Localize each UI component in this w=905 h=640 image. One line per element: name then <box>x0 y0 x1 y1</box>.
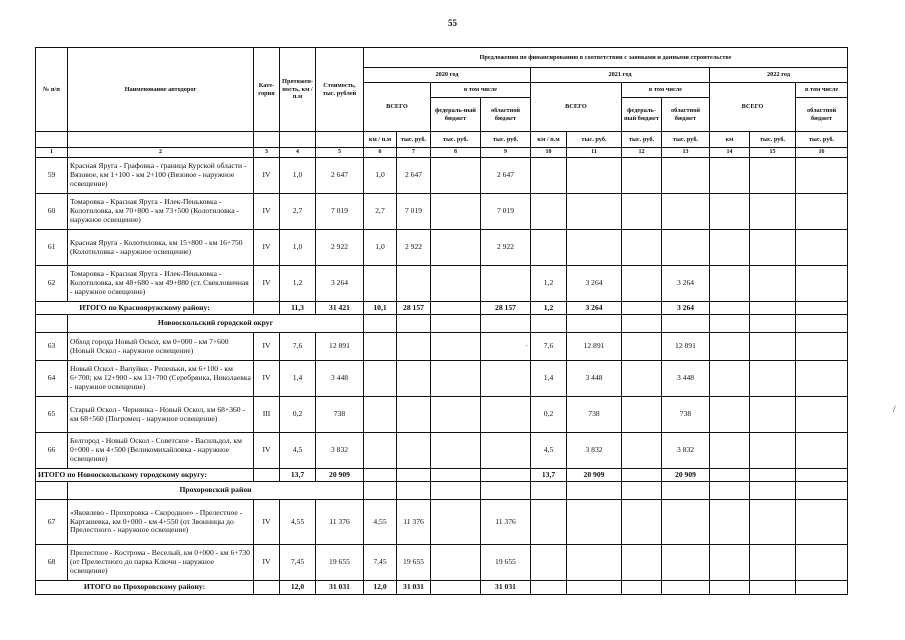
cell: 7 019 <box>397 194 431 230</box>
cell <box>796 433 848 469</box>
cell <box>662 500 710 545</box>
column-number: 4 <box>280 148 316 158</box>
road-name: Белгород - Новый Оскол - Советское - Васильдол, км 0+000 - км 4+500 (Великомихайловка - наружное освещение) <box>68 433 254 469</box>
cell <box>662 194 710 230</box>
col-length-header: Протяжен-ность, км / п.м <box>280 48 316 132</box>
cell <box>397 333 431 361</box>
cell <box>622 333 662 361</box>
cell <box>397 469 431 482</box>
total-length: 13,7 <box>280 469 316 482</box>
length: 0,2 <box>280 397 316 433</box>
total-length: 11,3 <box>280 302 316 315</box>
cell <box>750 302 796 315</box>
year-2020-header: 2020 год <box>364 68 531 83</box>
cell: 31 031 <box>397 581 431 595</box>
cell <box>531 581 567 595</box>
section-row <box>36 315 848 333</box>
road-name: Томаровка - Красная Яруга - Илек-Пеньковка - Колотиловка, км 70+800 - км 73+500 (Колотиловка - наружное освещение) <box>68 194 254 230</box>
cell: 3 264 <box>662 302 710 315</box>
column-number: 14 <box>710 148 750 158</box>
length: 1,4 <box>280 361 316 397</box>
cell <box>622 469 662 482</box>
cell: 13,7 <box>531 469 567 482</box>
cell <box>750 230 796 266</box>
cost: 19 655 <box>316 545 364 581</box>
cell <box>796 361 848 397</box>
section-title: Прохоровский район <box>68 482 364 500</box>
cell <box>710 333 750 361</box>
cell: 19 655 <box>397 545 431 581</box>
road-name: Обход города Новый Оскол, км 0+000 - км 7+600 (Новый Оскол - наружное освещение) <box>68 333 254 361</box>
cell: 11 376 <box>397 500 431 545</box>
cell: 7 019 <box>481 194 531 230</box>
unit-header: тыс. руб. <box>431 132 481 148</box>
column-number: 8 <box>431 148 481 158</box>
cell: 28 157 <box>481 302 531 315</box>
cell <box>431 469 481 482</box>
cell <box>796 194 848 230</box>
road-name: Новый Оскол - Вапуйки - Репеньки, км 6+100 - км 6+700; км 12+900 - км 13+700 (Серебрянка, Николаевка - наружное освещение) <box>68 361 254 397</box>
cell <box>750 397 796 433</box>
cell <box>750 581 796 595</box>
column-number: 3 <box>254 148 280 158</box>
cell <box>796 333 848 361</box>
cell <box>364 333 397 361</box>
cell: 19 655 <box>481 545 531 581</box>
cost: 2 647 <box>316 158 364 194</box>
cell <box>431 302 481 315</box>
cell: 10,1 <box>364 302 397 315</box>
col-cost-header: Стоимость, тыс. рублей <box>316 48 364 132</box>
row-number: 61 <box>36 230 68 266</box>
table-row <box>36 361 848 397</box>
cell: 1,2 <box>531 302 567 315</box>
cell: 12 891 <box>662 333 710 361</box>
table-row <box>36 433 848 469</box>
cell <box>622 266 662 302</box>
total-row <box>36 581 848 595</box>
cell: 0,2 <box>531 397 567 433</box>
total-cost: 31 031 <box>316 581 364 595</box>
cost: 2 922 <box>316 230 364 266</box>
cell <box>796 230 848 266</box>
cell: 12,0 <box>364 581 397 595</box>
cell <box>710 469 750 482</box>
cell <box>567 581 622 595</box>
regional-2021-header: областной бюджет <box>662 98 710 132</box>
incl-2021-header: в том числе <box>622 83 710 98</box>
cell: 2 922 <box>481 230 531 266</box>
table-row <box>36 397 848 433</box>
column-number: 10 <box>531 148 567 158</box>
cell <box>750 545 796 581</box>
total-label: ИТОГО по Краснояружскому району: <box>36 302 254 315</box>
cost: 12 891 <box>316 333 364 361</box>
row-number: 66 <box>36 433 68 469</box>
cell <box>750 433 796 469</box>
cell <box>622 361 662 397</box>
regional-2020-header: областной бюджет <box>481 98 531 132</box>
total-2022-header: ВСЕГО <box>710 83 796 132</box>
cell <box>710 194 750 230</box>
cell <box>796 266 848 302</box>
cell <box>750 500 796 545</box>
cell <box>662 545 710 581</box>
cell <box>431 230 481 266</box>
proposals-header: Предложения по финансированию в соответствии с заявками и данными строительстве <box>364 48 848 68</box>
cell <box>796 397 848 433</box>
unit-header: тыс. руб. <box>796 132 848 148</box>
category: IV <box>254 194 280 230</box>
cell <box>481 433 531 469</box>
cell <box>796 158 848 194</box>
year-2022-header: 2022 год <box>710 68 848 83</box>
cell <box>622 500 662 545</box>
cell: 3 448 <box>567 361 622 397</box>
cell: 738 <box>662 397 710 433</box>
unit-header: км / п.м <box>364 132 397 148</box>
cell <box>364 469 397 482</box>
column-number: 6 <box>364 148 397 158</box>
column-number: 5 <box>316 148 364 158</box>
cell <box>431 545 481 581</box>
unit-header: тыс. руб. <box>750 132 796 148</box>
cell: 12 891 <box>567 333 622 361</box>
total-row <box>36 302 848 315</box>
length: 4,5 <box>280 433 316 469</box>
cell <box>796 469 848 482</box>
column-numbers-row <box>36 148 848 158</box>
federal-2020-header: федераль-ный бюджет <box>431 98 481 132</box>
cell <box>796 500 848 545</box>
cell <box>364 361 397 397</box>
cell: 3 264 <box>567 302 622 315</box>
cell <box>622 302 662 315</box>
cell <box>622 194 662 230</box>
unit-header: тыс. руб. <box>622 132 662 148</box>
cost: 11 376 <box>316 500 364 545</box>
cell <box>622 433 662 469</box>
cell <box>431 266 481 302</box>
cell <box>431 158 481 194</box>
unit-header: тыс. руб. <box>481 132 531 148</box>
cell <box>710 397 750 433</box>
length: 2,7 <box>280 194 316 230</box>
cell <box>567 230 622 266</box>
row-number: 67 <box>36 500 68 545</box>
stray-mark: · <box>481 333 531 361</box>
total-label: ИТОГО по Новооскольскому городскому округу: <box>36 469 254 482</box>
cell <box>531 500 567 545</box>
cell <box>431 500 481 545</box>
cell: 4,5 <box>531 433 567 469</box>
cell: 20 909 <box>567 469 622 482</box>
unit-header: км <box>710 132 750 148</box>
cost: 738 <box>316 397 364 433</box>
cell <box>397 266 431 302</box>
cell: 3 264 <box>567 266 622 302</box>
road-name: Старый Оскол - Чернянка - Новый Оскол, км 68+360 - км 68+560 (Погромец - наружное освещение) <box>68 397 254 433</box>
column-number: 2 <box>68 148 254 158</box>
margin-mark: / <box>893 404 896 414</box>
cell <box>622 158 662 194</box>
category: IV <box>254 545 280 581</box>
table-row <box>36 545 848 581</box>
cell <box>364 397 397 433</box>
cell: 20 909 <box>662 469 710 482</box>
road-name: Красная Яруга - Колотиловка, км 15+800 - км 16+750 (Колотиловка - наружное освещение) <box>68 230 254 266</box>
cell <box>622 581 662 595</box>
total-length: 12,0 <box>280 581 316 595</box>
category: IV <box>254 333 280 361</box>
cell <box>710 433 750 469</box>
cell <box>481 266 531 302</box>
cell <box>750 158 796 194</box>
row-number: 59 <box>36 158 68 194</box>
column-number: 11 <box>567 148 622 158</box>
cell: 3 448 <box>662 361 710 397</box>
cell <box>710 545 750 581</box>
regional-2022-header: областной бюджет <box>796 98 848 132</box>
column-number: 12 <box>622 148 662 158</box>
cell <box>481 361 531 397</box>
table-row <box>36 266 848 302</box>
cell <box>710 500 750 545</box>
total-cost: 31 421 <box>316 302 364 315</box>
cell <box>431 433 481 469</box>
cell <box>431 361 481 397</box>
cell: 3 264 <box>662 266 710 302</box>
cell <box>531 158 567 194</box>
cell <box>710 230 750 266</box>
row-number: 65 <box>36 397 68 433</box>
road-name: Прелестное - Кострома - Веселый, км 0+000 - км 6+730 (от Прелестного до парка Ключи - наружное освещение) <box>68 545 254 581</box>
cell: 2 647 <box>397 158 431 194</box>
column-number: 9 <box>481 148 531 158</box>
cell <box>796 581 848 595</box>
column-number: 1 <box>36 148 68 158</box>
cell <box>397 397 431 433</box>
category: IV <box>254 433 280 469</box>
category: III <box>254 397 280 433</box>
cell <box>531 194 567 230</box>
cell <box>567 545 622 581</box>
cell <box>662 581 710 595</box>
row-number: 60 <box>36 194 68 230</box>
cell <box>662 230 710 266</box>
cell <box>796 302 848 315</box>
total-cost: 20 909 <box>316 469 364 482</box>
category: IV <box>254 230 280 266</box>
table-row <box>36 194 848 230</box>
cell <box>750 266 796 302</box>
cell <box>364 266 397 302</box>
table-row <box>36 500 848 545</box>
cell <box>397 433 431 469</box>
cell <box>622 545 662 581</box>
row-number: 63 <box>36 333 68 361</box>
cell <box>364 433 397 469</box>
cell <box>431 581 481 595</box>
column-number: 16 <box>796 148 848 158</box>
unit-header: тыс. руб. <box>397 132 431 148</box>
length: 7,6 <box>280 333 316 361</box>
road-name: Томаровка - Красная Яруга - Илек-Пеньковка - Колотиловка, км 48+680 - км 49+880 (ст. Свекловичная - наружное освещение) <box>68 266 254 302</box>
cell: 2 922 <box>397 230 431 266</box>
page-number: 55 <box>448 18 457 28</box>
length: 4,55 <box>280 500 316 545</box>
cell <box>431 397 481 433</box>
financing-table <box>35 47 848 595</box>
category: IV <box>254 158 280 194</box>
cell: 3 832 <box>567 433 622 469</box>
incl-2020-header: в том числе <box>431 83 531 98</box>
col-name-header: Наименование автодорог <box>68 48 254 132</box>
total-label: ИТОГО по Прохоровскому району: <box>36 581 254 595</box>
table-row <box>36 230 848 266</box>
cell <box>481 469 531 482</box>
cell: 4,55 <box>364 500 397 545</box>
cell <box>662 158 710 194</box>
cell <box>567 500 622 545</box>
length: 7,45 <box>280 545 316 581</box>
cell: 1,4 <box>531 361 567 397</box>
column-number: 13 <box>662 148 710 158</box>
road-name: «Яковлево - Прохоровка - Скородное» - Прелестное - Карташевка, км 0+000 - км 4+550 (от Звонницы до Прелестного - наружное освещение) <box>68 500 254 545</box>
cell: 2 647 <box>481 158 531 194</box>
cell <box>431 194 481 230</box>
incl-2022-header: в том числе <box>796 83 848 98</box>
cost: 3 264 <box>316 266 364 302</box>
cell <box>750 469 796 482</box>
cell <box>622 397 662 433</box>
year-2021-header: 2021 год <box>531 68 710 83</box>
cell: 1,2 <box>531 266 567 302</box>
federal-2021-header: федераль-ный бюджет <box>622 98 662 132</box>
total-2021-header: ВСЕГО <box>531 83 622 132</box>
col-no-header: № п/п <box>36 48 68 132</box>
cell <box>710 361 750 397</box>
table-row <box>36 158 848 194</box>
category: IV <box>254 500 280 545</box>
unit-header: км / п.м <box>531 132 567 148</box>
length: 1,2 <box>280 266 316 302</box>
cell: 738 <box>567 397 622 433</box>
cell: 31 031 <box>481 581 531 595</box>
column-number: 7 <box>397 148 431 158</box>
cell <box>750 333 796 361</box>
cell <box>481 397 531 433</box>
cell: 1,0 <box>364 158 397 194</box>
row-number: 64 <box>36 361 68 397</box>
table-row <box>36 333 848 361</box>
cost: 3 448 <box>316 361 364 397</box>
cell: 7,45 <box>364 545 397 581</box>
cell: 1,0 <box>364 230 397 266</box>
cell <box>750 194 796 230</box>
cell: 11 376 <box>481 500 531 545</box>
cost: 7 019 <box>316 194 364 230</box>
cell <box>567 158 622 194</box>
cell <box>567 194 622 230</box>
cell <box>710 581 750 595</box>
cell <box>710 302 750 315</box>
category: IV <box>254 266 280 302</box>
cell: 28 157 <box>397 302 431 315</box>
category: IV <box>254 361 280 397</box>
cell: 2,7 <box>364 194 397 230</box>
length: 1,0 <box>280 230 316 266</box>
length: 1,0 <box>280 158 316 194</box>
road-name: Красная Яруга - Графовка - граница Курской области - Вязовое, км 1+100 - км 2+100 (Вязовое - наружное освещение) <box>68 158 254 194</box>
cell <box>531 230 567 266</box>
section-row <box>36 482 848 500</box>
total-row <box>36 469 848 482</box>
cell: 7,6 <box>531 333 567 361</box>
cell <box>750 361 796 397</box>
col-category-header: Кате-гория <box>254 48 280 132</box>
cell: 3 832 <box>662 433 710 469</box>
cell <box>710 158 750 194</box>
cell <box>622 230 662 266</box>
cell <box>397 361 431 397</box>
unit-header: тыс. руб. <box>662 132 710 148</box>
unit-header: тыс. руб. <box>567 132 622 148</box>
row-number: 62 <box>36 266 68 302</box>
cell <box>531 545 567 581</box>
cell <box>796 545 848 581</box>
row-number: 68 <box>36 545 68 581</box>
cost: 3 832 <box>316 433 364 469</box>
section-title: Новооскольский городской округ <box>68 315 364 333</box>
cell <box>710 266 750 302</box>
cell <box>431 333 481 361</box>
column-number: 15 <box>750 148 796 158</box>
total-2020-header: ВСЕГО <box>364 83 431 132</box>
